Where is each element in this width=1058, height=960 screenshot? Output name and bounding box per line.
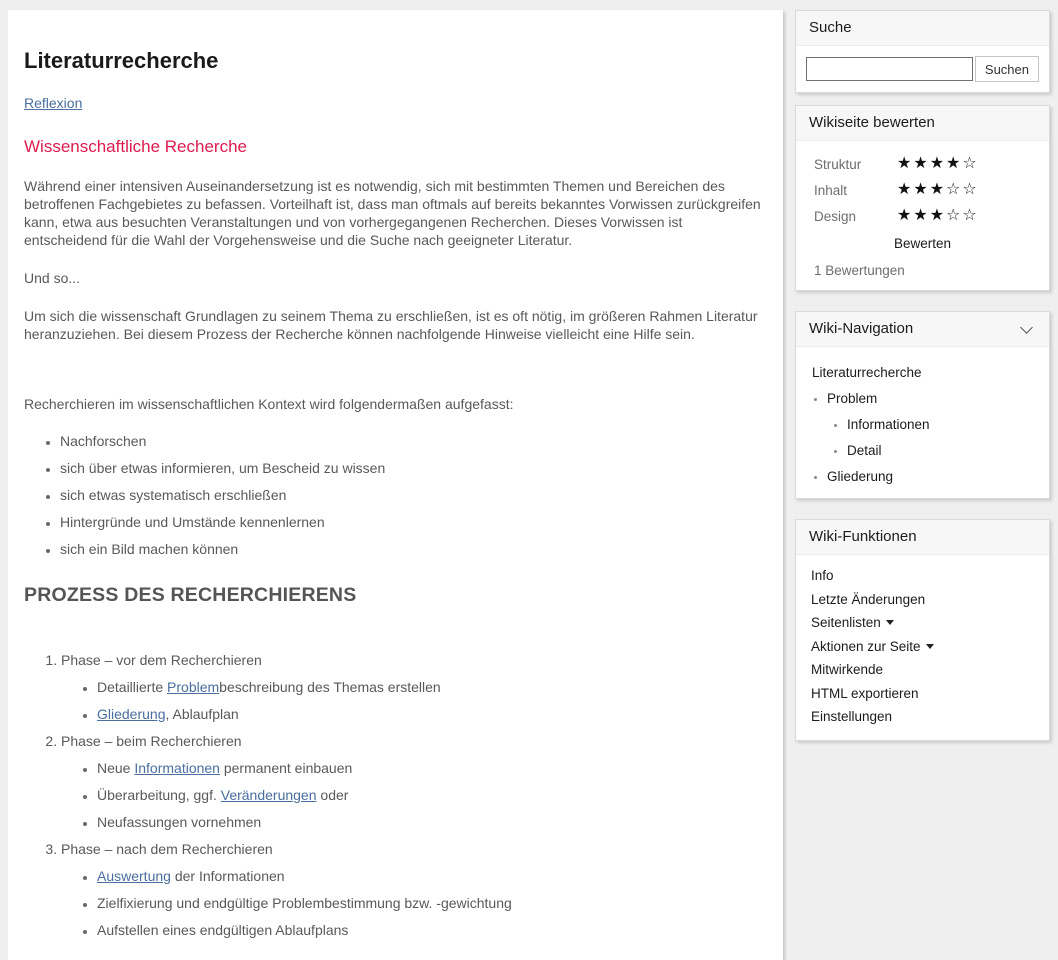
wiki-navigation-header (796, 312, 1049, 347)
wiki-functions-title: Wiki-Funktionen (809, 528, 917, 545)
chevron-down-icon[interactable] (1020, 321, 1033, 334)
function-label: Letzte Änderungen (811, 591, 926, 607)
list-item (97, 894, 767, 912)
main-content-panel (8, 10, 783, 960)
rating-panel (795, 105, 1050, 291)
phase-label: Phase – beim Recherchieren (61, 733, 242, 749)
wiki-functions-panel (795, 519, 1050, 741)
list-item: • sich ein Bild machen können (60, 540, 767, 558)
section-heading: Wissenschaftliche Recherche (24, 137, 247, 156)
paragraph-kontext: Recherchieren im wissenschaftlichen Kontext wird folgendermaßen aufgefasst: (24, 396, 514, 412)
informationen-link[interactable]: Informationen (134, 760, 220, 776)
list-item (97, 921, 767, 939)
function-item-html-exportieren[interactable] (810, 687, 1035, 701)
nav-item-gliederung[interactable] (827, 469, 1035, 484)
nav-root-link[interactable]: Literaturrecherche (812, 365, 922, 380)
item-text: permanent einbauen (219, 760, 353, 776)
auswertung-link[interactable]: Auswertung (97, 868, 171, 884)
function-item-einstellungen[interactable] (810, 710, 1035, 724)
item-text: Detaillierte (97, 679, 168, 695)
phase-item (61, 651, 767, 723)
process-heading: PROZESS DES RECHERCHIERENS (24, 584, 357, 606)
list-item (97, 678, 767, 696)
star-empty-icon[interactable]: ☆ (962, 155, 979, 172)
star-filled-icon[interactable]: ★ (929, 155, 947, 172)
paragraph-intro: Während einer intensiven Auseinandersetzung ist es notwendig, sich mit bestimmten Themen und Bereichen des betroffenen Fachgebietes zu befassen. Vorteilhaft ist, dass man oftmals auf bereits bekanntes Vorwissen zurückgreifen kann, etwa aus besuchten Veranstaltungen und von vorhergegangenen Recherchen. Dieses Vorwissen ist entscheidend für die Wahl der Vorgehensweise und die Suche nach geeigneter Literatur. (24, 178, 761, 248)
search-button[interactable]: Suchen (975, 56, 1039, 82)
item-text: der Informationen (170, 868, 285, 884)
item-text: Aufstellen eines endgültigen Ablaufplans (97, 922, 349, 938)
nav-link[interactable]: Detail (847, 443, 882, 458)
star-empty-icon[interactable]: ☆ (946, 181, 963, 198)
star-empty-icon[interactable]: ☆ (946, 207, 963, 224)
star-filled-icon[interactable]: ★ (929, 181, 947, 198)
item-text: , Ablaufplan (165, 706, 239, 722)
phases-list (24, 651, 767, 939)
nav-link[interactable]: Informationen (847, 417, 930, 432)
star-filled-icon[interactable]: ★ (946, 155, 963, 172)
item-text: Neue (97, 760, 135, 776)
reflexion-line (24, 94, 767, 112)
list-item (97, 705, 767, 723)
problem-link[interactable]: Problem (167, 679, 220, 695)
rating-row (810, 203, 1035, 229)
star-filled-icon[interactable]: ★ (897, 207, 914, 224)
paragraph-und-so: Und so... (24, 270, 81, 286)
paragraph-grundlagen: Um sich die wissenschaft Grundlagen zu seinem Thema zu erschließen, ist es oft nötig, im größeren Rahmen Literatur heranzuziehen. Bei diesem Prozess der Recherche können nachfolgende Hinweise vielleicht eine Hilfe sein. (24, 308, 758, 342)
star-filled-icon[interactable]: ★ (913, 155, 930, 172)
rating-row (810, 177, 1035, 203)
reflexion-link[interactable]: Reflexion (24, 95, 83, 111)
wiki-functions-body (796, 555, 1049, 740)
star-empty-icon[interactable]: ☆ (962, 181, 979, 198)
function-item-info[interactable] (810, 569, 1035, 583)
search-panel (795, 10, 1050, 93)
search-input[interactable] (806, 57, 973, 81)
star-rating[interactable] (897, 182, 979, 198)
list-item: • Hintergründe und Umstände kennenlernen (60, 513, 767, 531)
rating-panel-header (796, 106, 1049, 141)
list-item (97, 867, 767, 885)
function-label: Einstellungen (811, 709, 893, 724)
rating-label: Design (814, 208, 857, 224)
caret-down-icon (886, 620, 894, 625)
item-text: Überarbeitung, ggf. (97, 787, 221, 803)
function-item-mitwirkende[interactable] (810, 663, 1035, 677)
list-item: • sich über etwas informieren, um Bescheid zu wissen (60, 459, 767, 477)
phase-item (61, 732, 767, 831)
wiki-navigation-title: Wiki-Navigation (809, 320, 914, 337)
rating-panel-body (796, 141, 1049, 290)
nav-item-detail[interactable] (847, 443, 1035, 458)
wiki-navigation-body (796, 347, 1049, 498)
list-item (97, 786, 767, 804)
function-item-seitenlisten[interactable] (810, 616, 1035, 630)
search-panel-header (796, 11, 1049, 46)
star-filled-icon[interactable]: ★ (897, 181, 914, 198)
star-rating[interactable] (897, 208, 979, 224)
star-filled-icon[interactable]: ★ (913, 207, 930, 224)
star-empty-icon[interactable]: ☆ (962, 207, 979, 224)
wiki-functions-header (796, 520, 1049, 555)
function-label: Seitenlisten (811, 615, 881, 630)
nav-link[interactable]: Problem (827, 391, 878, 406)
list-item: • sich etwas systematisch erschließen (60, 486, 767, 504)
item-text: Zielfixierung und endgültige Problembestimmung bzw. -gewichtung (97, 895, 512, 911)
page-title: Literaturrecherche (24, 48, 219, 73)
function-label: Aktionen zur Seite (811, 638, 921, 654)
star-filled-icon[interactable]: ★ (929, 207, 947, 224)
search-panel-title: Suche (809, 19, 852, 36)
sidebar (795, 10, 1050, 761)
list-item: • Nachforschen (60, 432, 767, 450)
star-rating[interactable] (897, 156, 979, 172)
item-text: Neufassungen vornehmen (97, 814, 262, 830)
function-label: Mitwirkende (811, 662, 884, 677)
star-filled-icon[interactable]: ★ (913, 181, 930, 198)
rating-count: 1 Bewertungen (814, 263, 905, 278)
item-text: beschreibung des Themas erstellen (219, 679, 441, 695)
phase-item (61, 840, 767, 939)
function-label: Info (811, 568, 834, 583)
function-item-letzte-aenderungen[interactable] (810, 593, 1035, 607)
star-filled-icon[interactable]: ★ (897, 155, 914, 172)
veraenderungen-link[interactable]: Veränderungen (220, 787, 317, 803)
search-panel-body (796, 46, 1049, 92)
nav-item-informationen[interactable] (847, 417, 1035, 432)
gliederung-link[interactable]: Gliederung (97, 706, 166, 722)
rating-label: Inhalt (814, 182, 848, 198)
phase-label: Phase – nach dem Recherchieren (61, 841, 273, 857)
rating-row (810, 151, 1035, 177)
list-item (97, 759, 767, 777)
phase-label: Phase – vor dem Recherchieren (61, 652, 262, 668)
function-item-aktionen-zur-seite[interactable] (810, 640, 1035, 654)
rate-button[interactable]: Bewerten (893, 236, 952, 251)
function-label: HTML exportieren (811, 685, 919, 701)
caret-down-icon (926, 644, 934, 649)
rating-panel-title: Wikiseite bewerten (809, 114, 935, 131)
wiki-navigation-panel (795, 311, 1050, 499)
list-item (97, 813, 767, 831)
rating-label: Struktur (814, 156, 862, 172)
nav-root-item[interactable] (810, 365, 1035, 380)
spacer (24, 343, 767, 375)
rate-action-row (810, 236, 1035, 251)
definition-list (24, 432, 767, 558)
nav-link[interactable]: Gliederung (827, 469, 894, 484)
nav-list (810, 391, 1035, 484)
nav-item-problem[interactable] (827, 391, 1035, 458)
item-text: oder (316, 787, 349, 803)
